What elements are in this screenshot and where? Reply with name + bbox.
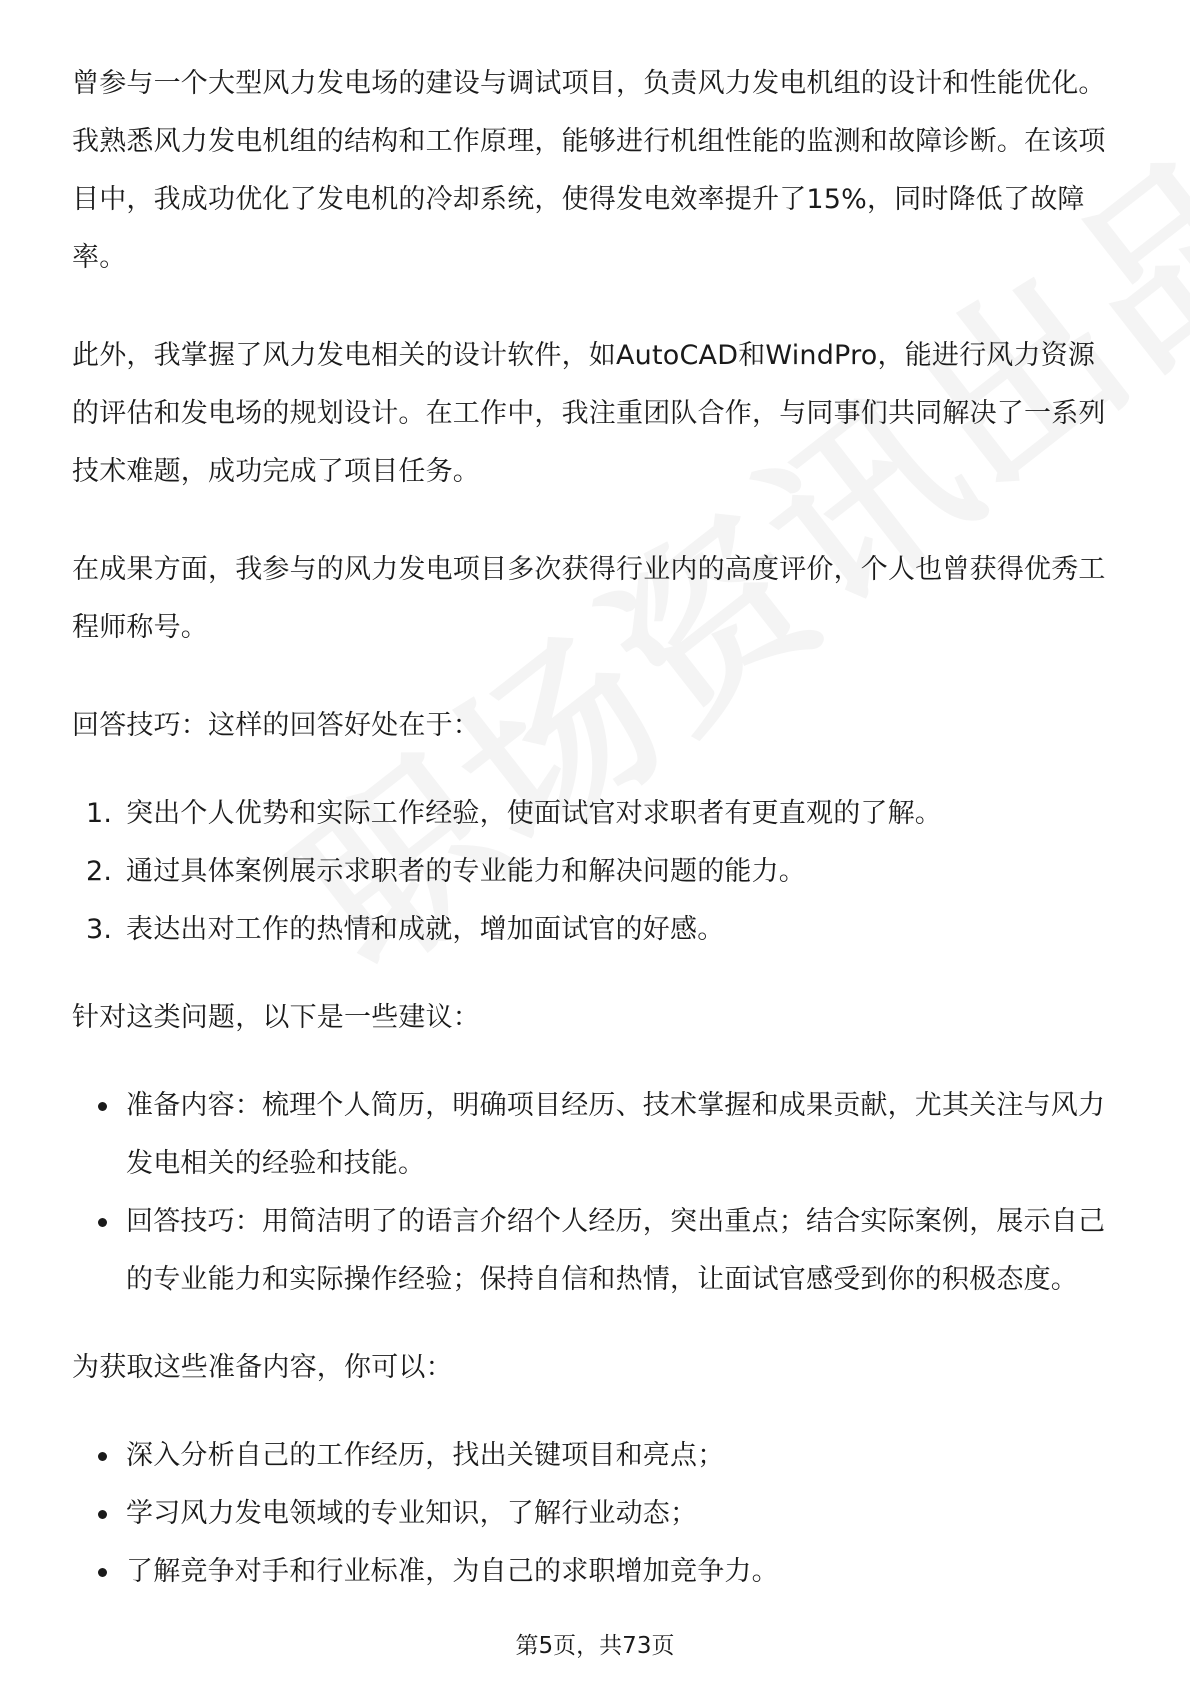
advice-bullet-list [72,1077,1118,1309]
paragraph-prep-heading: 为获取这些准备内容，你可以： [72,1352,453,1383]
list-item [72,785,1118,843]
list-item [72,1543,1118,1601]
list-item [72,901,1118,959]
list-item-text: 学习风力发电领域的专业知识，了解行业动态； [126,1498,698,1529]
paragraph-software-skills: 此外，我掌握了风力发电相关的设计软件，如AutoCAD和WindPro，能进行风力资源的评估和发电场的规划设计。在工作中，我注重团队合作，与同事们共同解决了一系列技术难题，成功完成了项目任务。 [72,340,1106,487]
document-body [72,55,1118,1631]
list-item-text: 突出个人优势和实际工作经验，使面试官对求职者有更直观的了解。 [126,798,942,829]
list-number: 1. [86,798,113,829]
bullet-icon [98,1102,107,1111]
list-number: 2. [86,856,113,887]
list-item [72,1193,1118,1309]
list-item-text: 了解竞争对手和行业标准，为自己的求职增加竞争力。 [126,1556,779,1587]
list-item [72,1077,1118,1193]
paragraph-advice-heading: 针对这类问题，以下是一些建议： [72,1002,480,1033]
bullet-icon [98,1218,107,1227]
list-item-text: 表达出对工作的热情和成就，增加面试官的好感。 [126,914,725,945]
list-item [72,1427,1118,1485]
list-item [72,843,1118,901]
list-item [72,1485,1118,1543]
benefits-numbered-list [72,785,1118,959]
list-item-text: 深入分析自己的工作经历，找出关键项目和亮点； [126,1440,725,1471]
bullet-icon [98,1452,107,1461]
list-item-text: 通过具体案例展示求职者的专业能力和解决问题的能力。 [126,856,806,887]
bullet-icon [98,1510,107,1519]
paragraph-answer-tips-heading: 回答技巧：这样的回答好处在于： [72,710,480,741]
paragraph-achievements: 在成果方面，我参与的风力发电项目多次获得行业内的高度评价，个人也曾获得优秀工程师称号。 [72,554,1106,643]
list-number: 3. [86,914,113,945]
bullet-icon [98,1568,107,1577]
page-number-footer: 第5页，共73页 [515,1633,675,1659]
list-item-text: 准备内容：梳理个人简历，明确项目经历、技术掌握和成果贡献，尤其关注与风力发电相关的经验和技能。 [126,1090,1106,1179]
paragraph-project-experience: 曾参与一个大型风力发电场的建设与调试项目，负责风力发电机组的设计和性能优化。我熟悉风力发电机组的结构和工作原理，能够进行机组性能的监测和故障诊断。在该项目中，我成功优化了发电机的冷却系统，使得发电效率提升了15%，同时降低了故障率。 [72,68,1106,273]
prep-bullet-list [72,1427,1118,1601]
list-item-text: 回答技巧：用简洁明了的语言介绍个人经历，突出重点；结合实际案例，展示自己的专业能力和实际操作经验；保持自信和热情，让面试官感受到你的积极态度。 [126,1206,1106,1295]
